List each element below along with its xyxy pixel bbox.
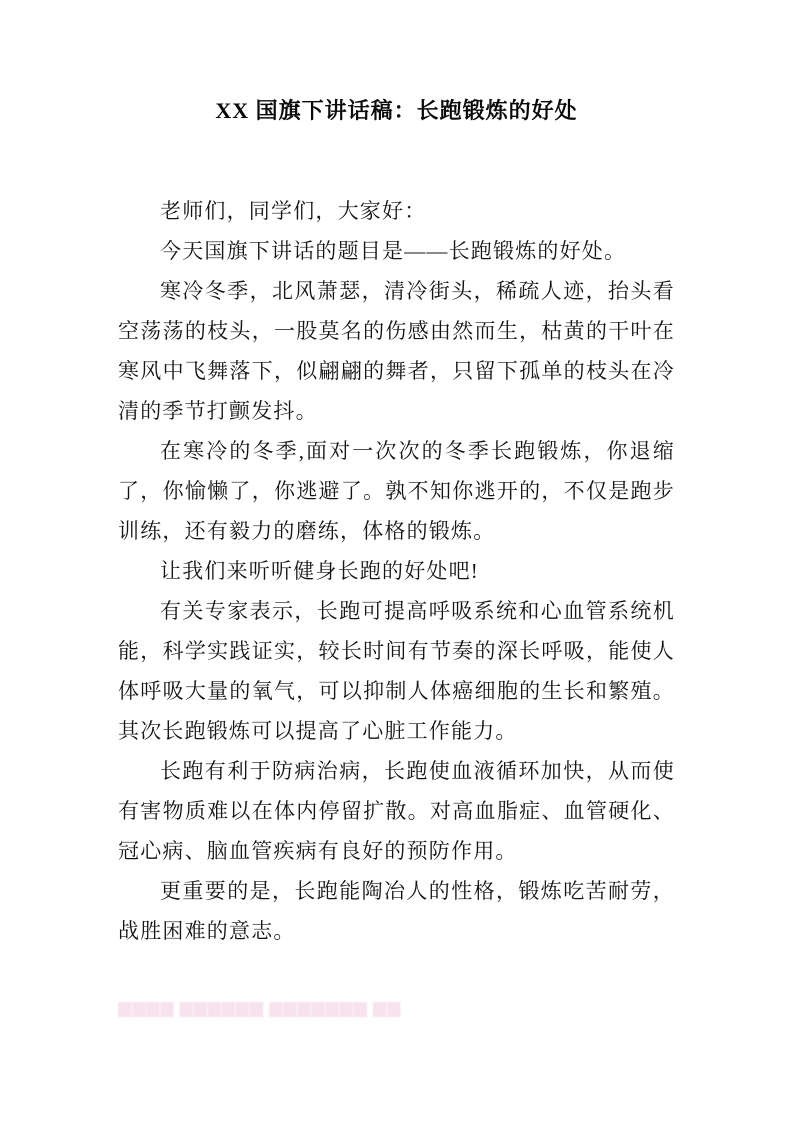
paragraph-topic: 今天国旗下讲话的题目是——长跑锻炼的好处。: [160, 239, 627, 263]
paragraph-benefits-intro: 让我们来听听健身长跑的好处吧!: [160, 559, 479, 583]
paragraph-avoidance: 在寒冷的冬季,面对一次次的冬季长跑锻炼，你退缩了，你愉懒了，你逃避了。孰不知你逃开的，不仅是跑步训练，还有毅力的磨练，体格的锻炼。: [118, 439, 675, 543]
document-title: XX 国旗下讲话稿：长跑锻炼的好处: [215, 98, 578, 123]
paragraph-disease-prevention: 长跑有利于防病治病，长跑使血液循环加快，从而使有害物质难以在体内停留扩散。对高血脂症、血管硬化、冠心病、脑血管疾病有良好的预防作用。: [118, 759, 675, 863]
paragraph-expert-statement: 有关专家表示，长跑可提高呼吸系统和心血管系统机能，科学实践证实，较长时间有节奏的深长呼吸，能使人体呼吸大量的氧气，可以抑制人体癌细胞的生长和繁殖。其次长跑锻炼可以提高了心脏工作能力。: [118, 599, 675, 743]
paragraph-winter-scene: 寒冷冬季，北风萧瑟，清冷街头，稀疏人迹，抬头看空荡荡的枝头，一股莫名的伤感由然而生，枯黄的干叶在寒风中飞舞落下，似翩翩的舞者，只留下孤单的枝头在冷清的季节打颤发抖。: [118, 279, 675, 423]
footer-watermark: ▆▆▆▆ ▆▆▆▆▆▆ ▆▆▆▆▆▆▆ ▆▆: [118, 998, 402, 1017]
paragraph-greeting: 老师们，同学们，大家好：: [160, 199, 427, 223]
paragraph-character-building: 更重要的是，长跑能陶冶人的性格，锻炼吃苦耐劳，战胜困难的意志。: [118, 879, 675, 943]
document-content: [118, 94, 675, 951]
